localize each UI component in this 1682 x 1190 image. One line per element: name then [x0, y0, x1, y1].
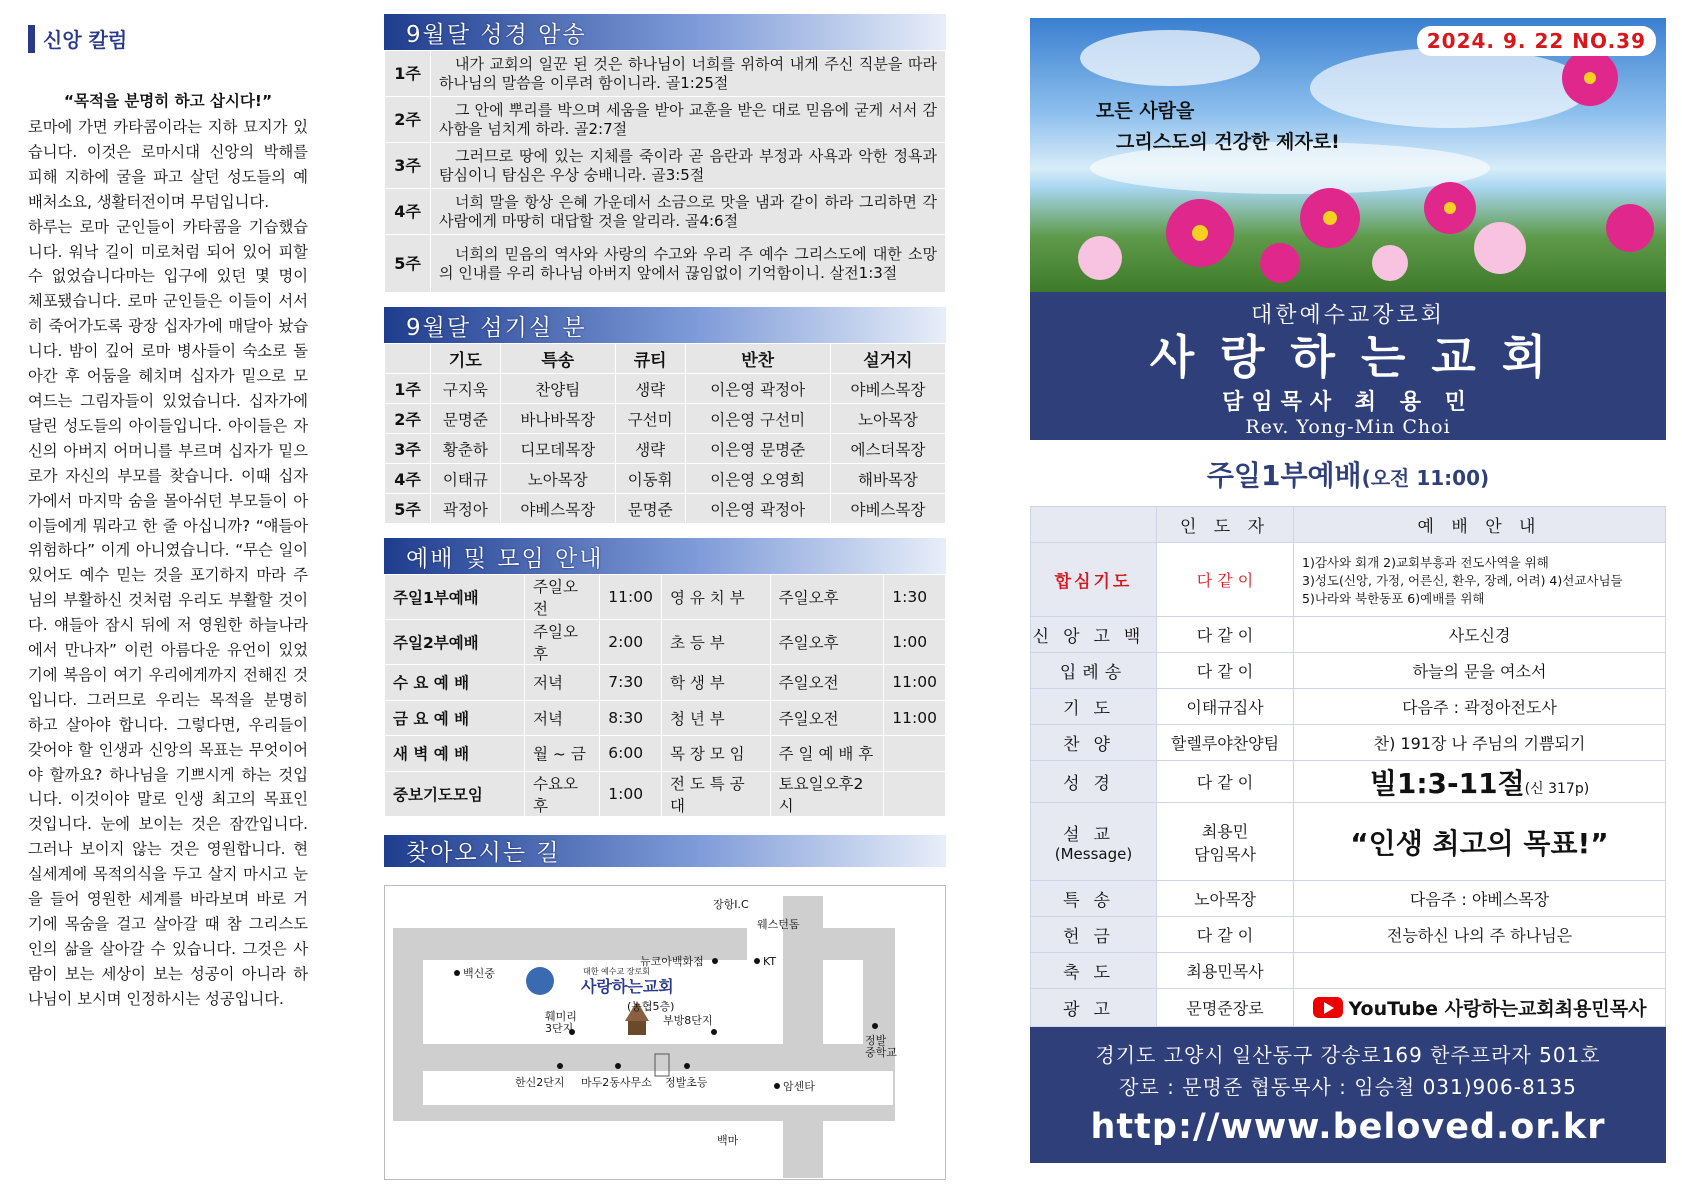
- worship-leader: [1157, 725, 1294, 761]
- duty-cell: 생략: [615, 374, 685, 404]
- worship-leader-label: 다 같 이: [1196, 662, 1254, 681]
- memory-week: 4주: [385, 189, 431, 235]
- duty-cell: 이태규: [431, 464, 501, 494]
- worship-guide-label: 빌1:3-11절: [1369, 766, 1525, 800]
- duty-col-header: 기도: [431, 344, 501, 374]
- memory-verse: 그러므로 땅에 있는 지체를 죽이라 곧 음란과 부정과 사욕과 악한 정욕과 탐심이니 탐심은 우상 숭배니라. 골3:5절: [431, 143, 946, 189]
- service-d2: 주일오전: [770, 700, 884, 736]
- worship-guide: [1294, 725, 1666, 761]
- memory-week: 3주: [385, 143, 431, 189]
- service-row: [385, 771, 946, 816]
- worship-leader: [1157, 617, 1294, 653]
- worship-leader: [1157, 881, 1294, 917]
- worship-row: [1031, 543, 1666, 617]
- duty-week: 1주: [385, 374, 431, 404]
- services-header-label: 예배 및 모임 안내: [406, 545, 604, 572]
- worship-guide: [1294, 881, 1666, 917]
- label-kt: KT: [763, 954, 777, 968]
- duty-cell: 황춘하: [431, 434, 501, 464]
- service-d1: 월 ~ 금: [525, 736, 600, 772]
- memory-row: [385, 97, 946, 143]
- duty-cell: 야베스목장: [830, 494, 945, 524]
- worship-item: [1031, 543, 1157, 617]
- service-d1: 주일오후: [525, 620, 600, 665]
- worship-leader-label: 다 같 이: [1196, 571, 1254, 590]
- label-western: 웨스턴돔: [757, 917, 800, 931]
- worship-title: [1030, 454, 1666, 494]
- worship-leader: [1157, 761, 1294, 803]
- worship-leader-label: 최용민목사: [1186, 962, 1264, 981]
- worship-guide: [1294, 761, 1666, 803]
- youtube-link[interactable]: [1313, 994, 1647, 1021]
- worship-guide: [1294, 953, 1666, 989]
- duty-cell: 문명준: [431, 404, 501, 434]
- worship-guide-label: 사도신경: [1448, 626, 1511, 645]
- worship-guide-label: 하늘의 문을 여소서: [1412, 662, 1547, 681]
- service-d2: 주일오후: [770, 575, 884, 620]
- duty-cell: 해바목장: [830, 464, 945, 494]
- duty-row: [385, 494, 946, 524]
- worship-item: [1031, 881, 1157, 917]
- duty-cell: 문명준: [615, 494, 685, 524]
- worship-guide-label: 다음주 : 야베스목장: [1409, 890, 1550, 909]
- worship-guide-label: “인생 최고의 목표!”: [1350, 826, 1609, 860]
- church-name-box: [1030, 292, 1666, 440]
- worship-leader-label: 다 같 이: [1196, 773, 1254, 792]
- service-t2: [884, 771, 946, 816]
- service-n1: 주일1부예배: [385, 575, 525, 620]
- label-am: 암센타: [783, 1079, 815, 1093]
- duty-header-label: 9월달 섬기실 분: [406, 314, 587, 341]
- directions-header: [384, 835, 946, 867]
- duty-cell: 노아목장: [500, 464, 615, 494]
- worship-row: [1031, 689, 1666, 725]
- label-bubang: 부방8단지: [663, 1013, 713, 1027]
- service-t2: 11:00: [884, 700, 946, 736]
- worship-guide-label: 다음주 : 곽정아전도사: [1402, 698, 1557, 717]
- worship-title-label: 주일1부예배: [1206, 459, 1362, 492]
- service-t2: 1:30: [884, 575, 946, 620]
- directions-map: [384, 885, 946, 1180]
- worship-row: [1031, 989, 1666, 1027]
- column-header: [28, 24, 308, 53]
- duty-col-header: 설거지: [830, 344, 945, 374]
- header-corner: [1031, 507, 1157, 543]
- label-jbcho: 정발초등: [665, 1075, 708, 1089]
- worship-leader-label: 최용민: [1201, 821, 1249, 841]
- worship-leader: [1157, 543, 1294, 617]
- worship-leader: [1157, 803, 1294, 881]
- label-jang: 장항I.C: [713, 897, 749, 911]
- worship-guide-label: 1)감사와 회개 2)교회부흥과 전도사역을 위해 3)성도(신앙, 가정, 어른신, 환우, 장례, 어려) 4)선교사님들 5)나라와 북한동포 6)예배를 위해: [1302, 554, 1623, 606]
- worship-time: (오전 11:00): [1361, 466, 1490, 490]
- service-row: [385, 736, 946, 772]
- worship-guide: [1294, 917, 1666, 953]
- worship-item: [1031, 803, 1157, 881]
- duty-cell: 이동휘: [615, 464, 685, 494]
- service-d1: 수요오후: [525, 771, 600, 816]
- column-body: 로마에 가면 카타콤이라는 지하 묘지가 있습니다. 이것은 로마시대 신앙의 박해를 피해 지하에 굴을 파고 살던 성도들의 예배처소요, 생활터전이며 무덤입니다. 하루는 로마 군인들이 카타콤을 기습했습니다. 워낙 길이 미로처럼 되어 있어 피할 수 없었습니다마는 입구에 있던 몇 명이 체포됐습니다. 로마 군인들은 이들이 서서히 죽어가도록 광장 십자가에 매달아 놨습니다. 밤이 깊어 로마 병사들이 숙소로 돌아간 후 어둠을 헤치며 십자가 밑으로 모여드는 그림자들이 있었습니다. 십자가에 달린 성도들의 아이들입니다. 아이들은 자신의 아버지 어머니를 부르며 십자가 밑으로가 자신의 부모를 찾습니다. 이때 십자가에서 마지막 숨을 몰아쉬던 부모들이 아이들에게 뭐라고 한 줄 아십니까? “얘들아 위험하다” 이게 아니였습니다. “무슨 일이 있어도 예수 믿는 것을 포기하지 마라 주님의 부활하신 것처럼 우리도 부활할 것이다. 얘들아 잠시 뒤에 저 영원한 하늘나라에서 만나자” 이런 아름다운 유언이 있었기에 복음이 여기 우리에게까지 전해진 것입니다. 그러므로 우리는 목적을 분명히 하고 살아야 합니다. 그렇다면, 우리들이 갖어야 할 인생과 신앙의 목표는 무엇이어야 할까요? 하나님을 기쁘시게 하는 것입니다. 이것이야 말로 인생 최고의 목표인 것입니다. 눈에 보이는 것은 잠깐입니다. 그러나 보이지 않는 것은 영원합니다. 현실세계에 목적의식을 두고 살지 마시고 눈을 들어 영원한 세계를 바라보며 바로 거기에 목숨을 걸고 살아갈 때 참 그리스도인의 삶을 살아갈 수 있습니다. 그것은 사람이 보는 세상이 보는 성공이 아니라 하나님이 보시며 인정하시는 성공입니다.: [28, 118, 308, 1008]
- service-n2: 학 생 부: [661, 665, 770, 701]
- worship-row: [1031, 953, 1666, 989]
- worship-item-label: 합심기도: [1054, 572, 1133, 592]
- duty-week: 5주: [385, 494, 431, 524]
- worship-item-label: 기도: [1063, 699, 1124, 719]
- service-t1: 7:30: [600, 665, 662, 701]
- service-d2: 주일오전: [770, 665, 884, 701]
- memory-row: [385, 235, 946, 293]
- service-n1: 수 요 예 배: [385, 665, 525, 701]
- service-n1: 중보기도모임: [385, 771, 525, 816]
- duty-col-header: 큐티: [615, 344, 685, 374]
- service-d1: 주일오전: [525, 575, 600, 620]
- service-t2: 11:00: [884, 665, 946, 701]
- service-t1: 1:00: [600, 771, 662, 816]
- memory-verse: 너희 말을 항상 은혜 가운데서 소금으로 맛을 냄과 같이 하라 그리하면 각 사람에게 마땅히 대답할 것을 알리라. 골4:6절: [431, 189, 946, 235]
- worship-order-table: [1030, 506, 1666, 1027]
- duty-col-header: 반찬: [685, 344, 830, 374]
- duty-cell: 디모데목장: [500, 434, 615, 464]
- slogan: [1096, 96, 1340, 158]
- memory-verse: 너희의 믿음의 역사와 사랑의 수고와 우리 주 예수 그리스도에 대한 소망의 인내를 우리 하나님 아버지 앞에서 끊임없이 기억함이니. 살전1:3절: [431, 235, 946, 293]
- pastor-name-en: Rev. Yong-Min Choi: [1245, 416, 1451, 438]
- service-n2: 목 장 모 임: [661, 736, 770, 772]
- duty-cell: 구선미: [615, 404, 685, 434]
- worship-guide: [1294, 653, 1666, 689]
- duty-row: [385, 374, 946, 404]
- worship-item: [1031, 617, 1157, 653]
- church-icon-base: [628, 1021, 646, 1035]
- worship-guide-label: 전능하신 나의 주 하나님은: [1386, 926, 1573, 945]
- worship-leader-label: 이태규집사: [1186, 698, 1264, 717]
- duty-cell: 에스더목장: [830, 434, 945, 464]
- duty-cell: 노아목장: [830, 404, 945, 434]
- label-jeongbal: 정발 중학교: [865, 1033, 897, 1059]
- duty-cell: 야베스목장: [500, 494, 615, 524]
- duty-cell: 구지욱: [431, 374, 501, 404]
- worship-leader: [1157, 653, 1294, 689]
- church-logo-icon: [526, 967, 554, 995]
- slogan-line1: 모든 사람을: [1096, 100, 1195, 122]
- memory-verse: 내가 교회의 일꾼 된 것은 하나님이 너희를 위하여 내게 주신 직분을 따라 하나님의 말씀을 이루려 함이니라. 골1:25절: [431, 51, 946, 97]
- service-d1: 저녁: [525, 700, 600, 736]
- worship-leader-label: 할렐루야찬양팀: [1170, 734, 1280, 753]
- duty-row: [385, 464, 946, 494]
- worship-row: [1031, 653, 1666, 689]
- worship-item-label: 설교: [1063, 825, 1124, 845]
- service-row: [385, 575, 946, 620]
- worship-item-label: 찬양: [1063, 735, 1124, 755]
- worship-guide: [1294, 689, 1666, 725]
- memory-week: 2주: [385, 97, 431, 143]
- duty-row: [385, 434, 946, 464]
- duty-cell: 생략: [615, 434, 685, 464]
- header-bar: [28, 25, 35, 53]
- memory-header-label: 9월달 성경 암송: [406, 21, 587, 48]
- service-row: [385, 665, 946, 701]
- worship-row: [1031, 761, 1666, 803]
- issue-date: 2024. 9. 22 NO.39: [1417, 26, 1656, 56]
- service-t1: 8:30: [600, 700, 662, 736]
- duty-cell: 이은영 곽정아: [685, 494, 830, 524]
- memory-week: 5주: [385, 235, 431, 293]
- worship-leader: [1157, 689, 1294, 725]
- duty-cell: 바나바목장: [500, 404, 615, 434]
- duty-cell: 이은영 곽정아: [685, 374, 830, 404]
- worship-item: [1031, 689, 1157, 725]
- worship-item-label: 축도: [1063, 963, 1124, 983]
- duty-week: 4주: [385, 464, 431, 494]
- label-baekma: 백마: [717, 1133, 739, 1147]
- service-t2: 1:00: [884, 620, 946, 665]
- worship-leader-label: 문명준장로: [1186, 999, 1264, 1018]
- memory-row: [385, 51, 946, 97]
- worship-guide: [1294, 617, 1666, 653]
- memory-row: [385, 189, 946, 235]
- memory-table: [384, 50, 946, 293]
- worship-item-label: 성경: [1063, 774, 1124, 794]
- worship-item-label: 광고: [1063, 1000, 1124, 1020]
- worship-guide: [1294, 543, 1666, 617]
- header-leader: 인 도 자: [1157, 507, 1294, 543]
- worship-row: [1031, 917, 1666, 953]
- worship-leader: [1157, 953, 1294, 989]
- service-n1: 주일2부예배: [385, 620, 525, 665]
- slogan-line2: 그리스도의 건강한 제자로!: [1116, 131, 1340, 153]
- service-n2: 청 년 부: [661, 700, 770, 736]
- label-hwimiri: 훼미리 3단지: [545, 1009, 577, 1035]
- label-baek: 백신중: [463, 966, 495, 980]
- service-n2: 영 유 치 부: [661, 575, 770, 620]
- worship-item-label: 특송: [1063, 891, 1124, 911]
- duty-cell: 이은영 오영희: [685, 464, 830, 494]
- service-d2: 주 일 예 배 후: [770, 736, 884, 772]
- label-newcore: 뉴코아백화점: [640, 954, 704, 968]
- website-url[interactable]: http://www.beloved.or.kr: [1090, 1107, 1606, 1147]
- services-header: [384, 538, 946, 574]
- youtube-label: YouTube 사랑하는교회최용민목사: [1348, 997, 1647, 1020]
- duty-week: 2주: [385, 404, 431, 434]
- service-t1: 11:00: [600, 575, 662, 620]
- map-svg: [385, 886, 945, 1179]
- pastor-name: 담임목사 최 용 민: [1222, 390, 1474, 415]
- service-d2: 토요일오후2시: [770, 771, 884, 816]
- duty-header: [384, 307, 946, 343]
- worship-item: [1031, 725, 1157, 761]
- worship-item: [1031, 761, 1157, 803]
- label-nh: (농협5층): [627, 999, 675, 1013]
- worship-item: [1031, 989, 1157, 1027]
- worship-guide-label: 찬) 191장 나 주님의 기쁨되기: [1373, 734, 1586, 753]
- directions-header-label: 찾아오시는 길: [406, 840, 561, 866]
- duty-cell: 이은영 구선미: [685, 404, 830, 434]
- worship-leader-label: 다 같 이: [1196, 926, 1254, 945]
- worship-leader: [1157, 917, 1294, 953]
- worship-item: [1031, 653, 1157, 689]
- label-logo: 사랑하는교회: [581, 976, 674, 996]
- label-logo-sub: 대한 예수교 장로회: [583, 966, 650, 976]
- middle-column: [384, 14, 946, 1180]
- column-header-label: 신앙 칼럼: [43, 28, 128, 52]
- service-t1: 2:00: [600, 620, 662, 665]
- map-road-vertical: [783, 896, 823, 1178]
- service-row: [385, 700, 946, 736]
- worship-guide: [1294, 989, 1666, 1027]
- duty-cell: 야베스목장: [830, 374, 945, 404]
- worship-item-label: 헌금: [1063, 927, 1124, 947]
- worship-row: [1031, 617, 1666, 653]
- worship-item: [1031, 953, 1157, 989]
- memory-week: 1주: [385, 51, 431, 97]
- denomination: 대한예수교장로회: [1250, 303, 1446, 328]
- label-hanshin: 한신2단지: [515, 1075, 565, 1089]
- service-n1: 금 요 예 배: [385, 700, 525, 736]
- worship-leader: [1157, 989, 1294, 1027]
- duty-table: [384, 343, 946, 524]
- service-n1: 새 벽 예 배: [385, 736, 525, 772]
- faith-column: [28, 24, 308, 1012]
- memory-verse: 그 안에 뿌리를 박으며 세움을 받아 교훈을 받은 대로 믿음에 굳게 서서 감사함을 넘치게 하라. 골2:7절: [431, 97, 946, 143]
- service-t2: [884, 736, 946, 772]
- worship-row: [1031, 725, 1666, 761]
- worship-item-sub: (Message): [1054, 845, 1133, 863]
- footer: [1030, 1027, 1666, 1163]
- worship-guide: [1294, 803, 1666, 881]
- service-d1: 저녁: [525, 665, 600, 701]
- memory-row: [385, 143, 946, 189]
- worship-item: [1031, 917, 1157, 953]
- header-guide: 예 배 안 내: [1294, 507, 1666, 543]
- hero-image: [1030, 18, 1666, 292]
- label-madu: 마두2동사무소: [581, 1075, 652, 1089]
- duty-cell: 곽정아: [431, 494, 501, 524]
- duty-col-header: 특송: [500, 344, 615, 374]
- worship-row: [1031, 803, 1666, 881]
- duty-corner: [385, 344, 431, 374]
- service-n2: 초 등 부: [661, 620, 770, 665]
- duty-cell: 이은영 문명준: [685, 434, 830, 464]
- service-n2: 전 도 특 공 대: [661, 771, 770, 816]
- column-title: “목적을 분명히 하고 삽시다!”: [63, 92, 273, 110]
- worship-leader-sub: 담임목사: [1194, 844, 1256, 864]
- duty-cell: 찬양팀: [500, 374, 615, 404]
- bulletin-cover: [1030, 18, 1666, 1163]
- worship-guide-sub: (신 317p): [1524, 780, 1590, 797]
- worship-item-label: 신앙고백: [1032, 627, 1155, 647]
- church-name: 사랑하는교회: [1149, 330, 1573, 384]
- worship-leader-label: 다 같 이: [1196, 626, 1254, 645]
- duty-week: 3주: [385, 434, 431, 464]
- duty-row: [385, 404, 946, 434]
- worship-item-label: 입례송: [1059, 663, 1128, 683]
- worship-row: [1031, 881, 1666, 917]
- worship-leader-label: 노아목장: [1194, 890, 1256, 909]
- map-block-b: [823, 960, 863, 1044]
- service-t1: 6:00: [600, 736, 662, 772]
- map-road-left: [393, 1044, 423, 1121]
- address: 경기도 고양시 일산동구 강송로169 한주프라자 501호: [1095, 1043, 1601, 1067]
- service-d2: 주일오후: [770, 620, 884, 665]
- memory-header: [384, 14, 946, 50]
- services-table: [384, 574, 946, 817]
- youtube-icon: [1313, 997, 1343, 1018]
- contacts: 장로 : 문명준 협동목사 : 임승철 031)906-8135: [1119, 1075, 1577, 1099]
- service-row: [385, 620, 946, 665]
